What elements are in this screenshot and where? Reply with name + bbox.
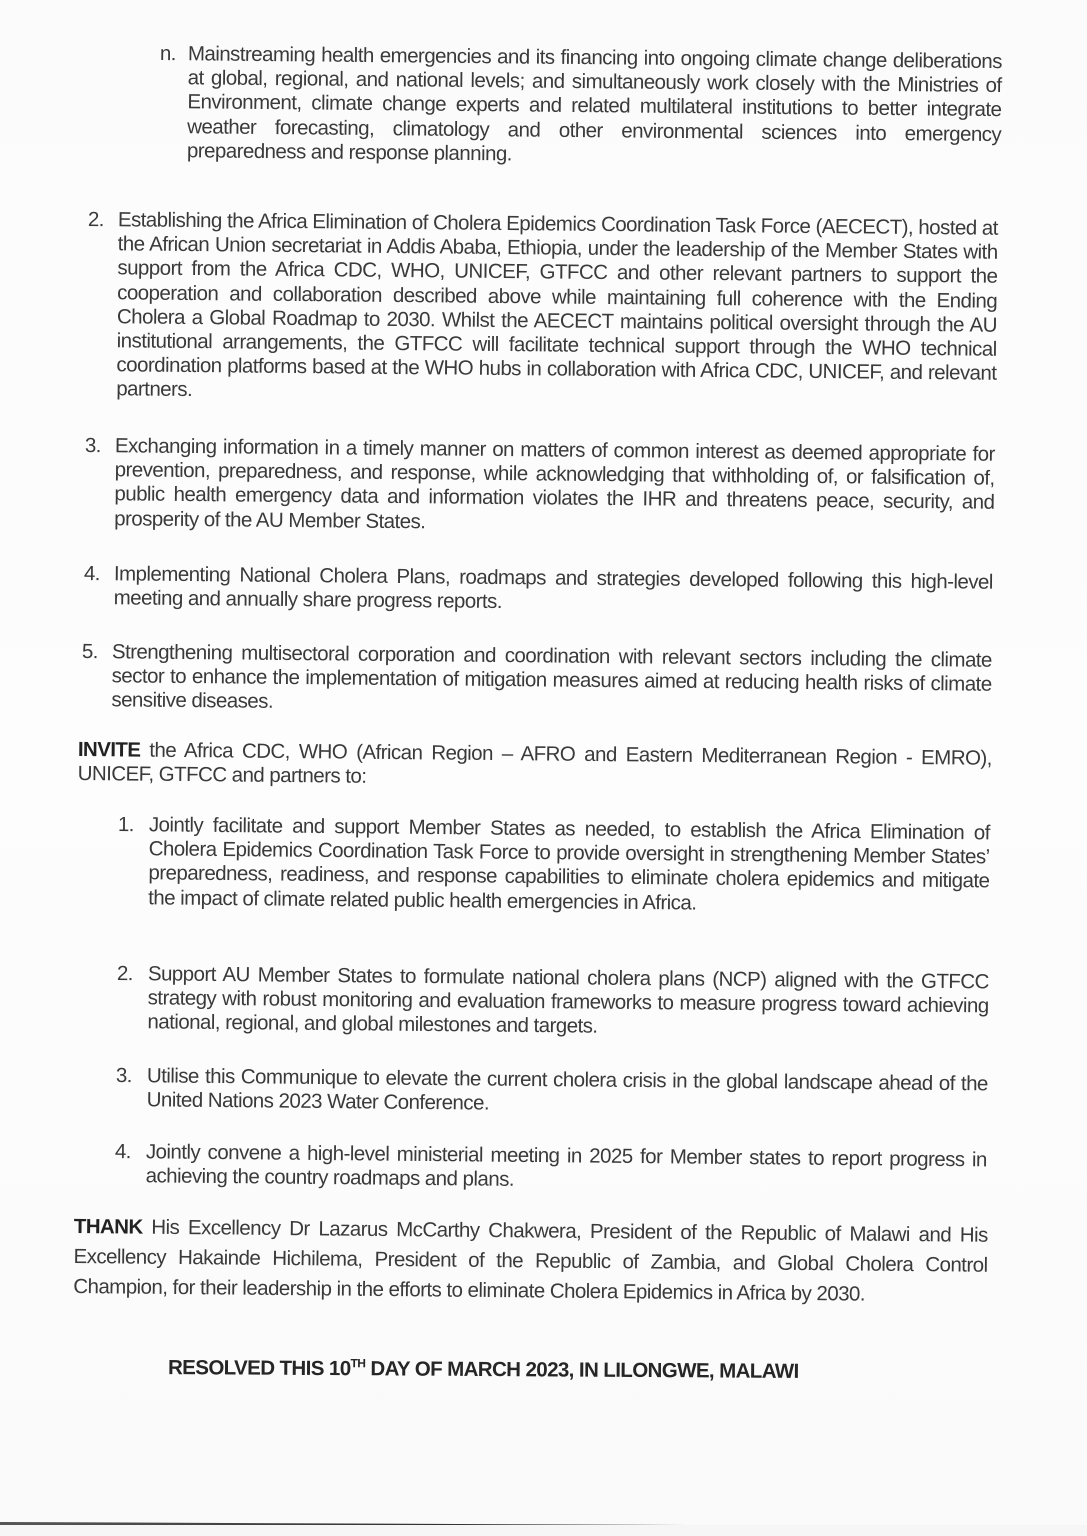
- list-marker: 1.: [117, 813, 134, 837]
- resolution-suffix: DAY OF MARCH 2023, IN LILONGWE, MALAWI: [365, 1357, 799, 1383]
- list-item-text: Mainstreaming health emergencies and its financing into ongoing climate change deliberations at global, regional, and national levels; and simultaneously work closely with the Ministries of Environment, climate change experts and related multilateral institutions to better integrate weather forecasting, climatology and other environmental sciences into emergency preparedness and response planning.: [186, 42, 1002, 166]
- list-marker: 2.: [116, 962, 133, 986]
- list-item-text: Jointly convene a high-level ministerial meeting in 2025 for Member states to report progress in achieving the country roadmaps and plans.: [145, 1140, 987, 1192]
- resolution-prefix: RESOLVED THIS 10: [167, 1356, 351, 1381]
- commitment-item-4: [84, 562, 993, 619]
- list-marker: 4.: [83, 562, 100, 586]
- thank-paragraph: [73, 1212, 988, 1311]
- invite-item-1: [117, 813, 990, 918]
- list-marker: 3.: [115, 1064, 132, 1088]
- list-marker: n.: [159, 42, 176, 66]
- invite-item-3: [116, 1064, 988, 1121]
- list-item-text: Utilise this Communique to elevate the current cholera crisis in the global landscape ahead of the United Nations 2023 Water Conference.: [146, 1064, 988, 1115]
- thank-text: His Excellency Dr Lazarus McCarthy Chakwera, President of the Republic of Malawi and His Excellency Hakainde Hichilema, President of the Republic of Zambia, and Global Cholera Control Champion, for their leadership in the efforts to eliminate Cholera Epidemics in Africa by 2030.: [73, 1215, 988, 1306]
- list-item-text: Support AU Member States to formulate national cholera plans (NCP) aligned with the GTFCC strategy with robust monitoring and evaluation frameworks to measure progress toward achieving national, regional, and global milestones and targets.: [147, 962, 989, 1039]
- list-marker: 3.: [84, 434, 101, 458]
- list-marker: 4.: [114, 1140, 131, 1164]
- commitment-item-5: [81, 640, 992, 721]
- list-item-text: Exchanging information in a timely manner on matters of common interest as deemed appropriate for prevention, preparedness, and response, while acknowledging that withholding of, or falsification of, public health emergency data and information violates the IHR and threatens peace, security, and prosperity of the AU Member States.: [114, 434, 995, 533]
- list-item-text: Jointly facilitate and support Member States as needed, to establish the Africa Elimination of Cholera Epidemics Coordination Task Force to provide oversight in strengthening Member States’ preparedness, readiness, and response capabilities to eliminate cholera epidemics and mitigate the impact of climate related public health emergencies in Africa.: [148, 813, 990, 915]
- invite-text: the Africa CDC, WHO (African Region – AFRO and Eastern Mediterranean Region - EMRO), UNICEF, GTFCC and partners to:: [77, 738, 992, 788]
- invite-keyword: INVITE: [77, 738, 141, 762]
- list-marker: 5.: [81, 640, 98, 664]
- commitment-item-3: [84, 434, 995, 540]
- invite-paragraph: [78, 738, 992, 795]
- list-item-text: Establishing the Africa Elimination of Cholera Epidemics Coordination Task Force (AECECT), hosted at the African Union secretariat in Addis Ababa, Ethiopia, under the leadership of the Member States with support from the Africa CDC, WHO, UNICEF, GTFCC and other relevant partners to support the cooperation and collaboration described above while maintaining full coherence with the Ending Cholera a Global Roadmap to 2030. Whilst the AECECT maintains political oversight through the AU institutional arrangements, the GTFCC will facilitate technical support through the WHO technical coordination platforms based at the WHO hubs in collaboration with Africa CDC, UNICEF, and relevant partners.: [116, 208, 998, 402]
- thank-keyword: THANK: [73, 1214, 143, 1239]
- scan-margin: [0, 1525, 1087, 1536]
- commitment-item-2: [86, 208, 998, 410]
- resolution-ordinal-suffix: TH: [350, 1356, 366, 1371]
- resolution-statement: [168, 1355, 799, 1384]
- invite-item-2: [116, 962, 989, 1043]
- list-item-n: [159, 42, 1002, 171]
- list-item-text: Strengthening multisectoral corporation and coordination with relevant sectors including the climate sector to enhance the implementation of mitigation measures aimed at reducing health risks of climate sensitive diseases.: [111, 640, 992, 714]
- list-marker: 2.: [87, 208, 104, 232]
- list-item-text: Implementing National Cholera Plans, roadmaps and strategies developed following this high-level meeting and annually share progress reports.: [113, 562, 993, 614]
- invite-item-4: [115, 1140, 987, 1197]
